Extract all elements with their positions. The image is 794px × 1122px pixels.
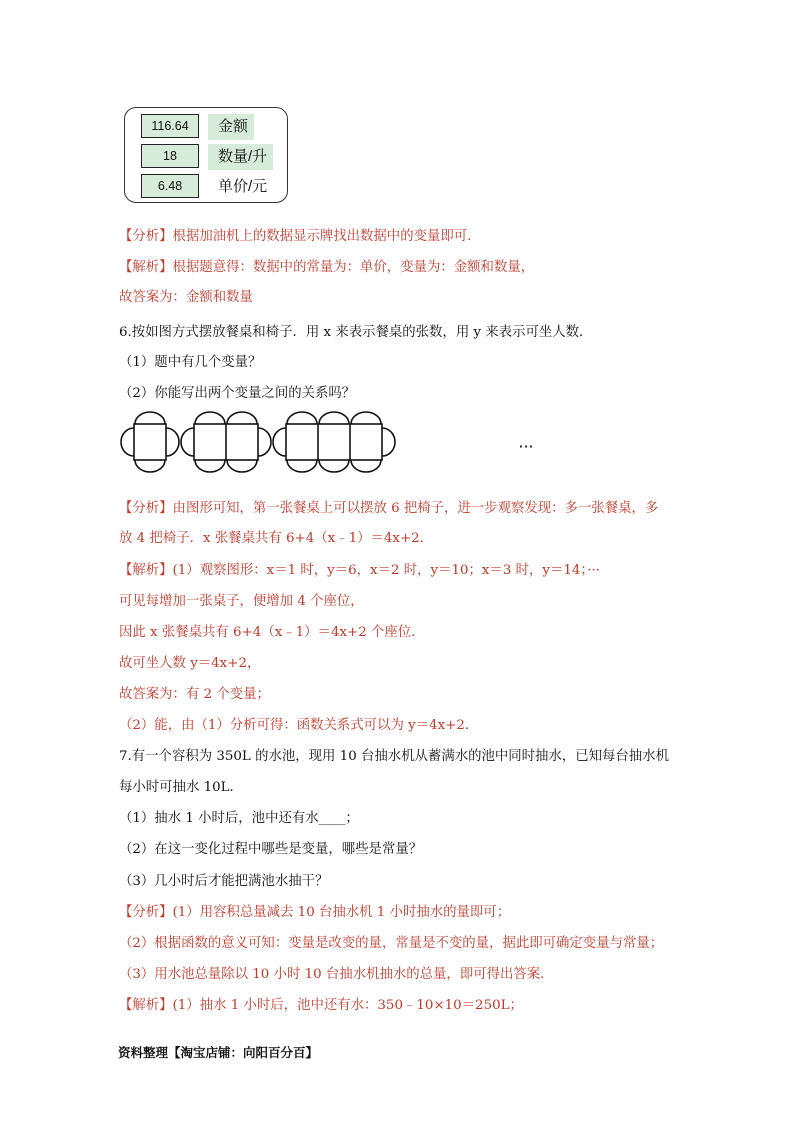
q6-sub1: （1）题中有几个变量？ [119, 355, 262, 370]
table-group-3 [286, 424, 382, 460]
q5-answer: 故答案为：金额和数量 [119, 290, 253, 305]
pump-quantity-value: 18 [141, 144, 199, 168]
chair-left [181, 428, 194, 456]
pump-amount-value: 116.64 [141, 114, 199, 138]
q7-analysis2: （2）根据函数的意义可知：变量是改变的量，常量是不变的量，据此即可确定变量与常量； [119, 936, 664, 951]
chair-bottom [227, 460, 257, 472]
q6-solution-line1: 【解析】(1）观察图形：x＝1 时，y＝6，x＝2 时，y＝10；x＝3 时，y＝14；··· [119, 563, 600, 578]
q7-stem-line1: 7.有一个容积为 350L 的水池，现用 10 台抽水机从蓄满水的池中同时抽水，已知每台抽水机 [119, 749, 669, 764]
q6-analysis-line2: 放 4 把椅子．x 张餐桌共有 6+4（x﹣1）＝4x+2． [119, 531, 434, 546]
pump-price-value: 6.48 [141, 174, 199, 198]
q6-solution-line6: （2）能，由（1）分析可得：函数关系式可以为 y＝4x+2． [119, 718, 479, 733]
q7-sub3: （3）几小时后才能把满池水抽干？ [119, 874, 329, 889]
chair-right [258, 428, 271, 456]
q5-analysis: 【分析】根据加油机上的数据显示牌找出数据中的变量即可. [119, 229, 472, 244]
chair-bottom [319, 460, 349, 472]
fuel-pump-display [124, 107, 288, 203]
pump-row-amount [141, 114, 287, 140]
q7-sub1: （1）抽水 1 小时后，池中还有水____； [119, 811, 359, 826]
pump-amount-label: 金额 [208, 114, 254, 140]
tables-and-chairs-figure [120, 410, 540, 474]
pump-price-label: 单价/元 [218, 178, 268, 195]
chair-left [273, 428, 286, 456]
q6-sub2: （2）你能写出两个变量之间的关系吗？ [119, 386, 356, 401]
pump-row-quantity [141, 144, 287, 170]
q7-analysis3: （3）用水池总量除以 10 小时 10 台抽水机抽水的总量，即可得出答案． [119, 967, 554, 982]
chair-bottom [287, 460, 317, 472]
chair-top [287, 412, 317, 424]
chair-bottom [135, 460, 165, 472]
pump-quantity-label: 数量/升 [208, 144, 273, 170]
chair-top [227, 412, 257, 424]
chair-left [121, 428, 134, 456]
q6-solution-line4: 故可坐人数 y＝4x+2， [119, 656, 261, 671]
q6-solution-line3: 因此 x 张餐桌共有 6+4（x﹣1）＝4x+2 个座位． [119, 625, 425, 640]
pump-row-price [141, 174, 287, 200]
q6-solution-line5: 故答案为：有 2 个变量； [119, 687, 270, 702]
q6-solution-line2: 可见每增加一张桌子，便增加 4 个座位， [119, 594, 364, 609]
q7-stem-line2: 每小时可抽水 10L． [119, 780, 243, 795]
q7-solution1: 【解析】(1）抽水 1 小时后，池中还有水：350﹣10×10＝250L； [119, 998, 523, 1013]
chair-bottom [351, 460, 381, 472]
chair-top [351, 412, 381, 424]
chair-right [382, 428, 395, 456]
q6-analysis-line1: 【分析】由图形可知，第一张餐桌上可以摆放 6 把椅子，进一步观察发现：多一张餐桌，多 [119, 501, 659, 516]
footer-source: 资料整理【淘宝店铺：向阳百分百】 [118, 1045, 319, 1060]
q5-solution: 【解析】根据题意得：数据中的常量为：单价，变量为：金额和数量， [119, 260, 535, 275]
q7-analysis1: 【分析】(1）用容积总量减去 10 台抽水机 1 小时抽水的量即可； [119, 905, 511, 920]
chair-top [195, 412, 225, 424]
chair-top [319, 412, 349, 424]
q6-stem: 6.按如图方式摆放餐桌和椅子．用 x 来表示餐桌的张数，用 y 来表示可坐人数． [119, 325, 593, 340]
chair-right [166, 428, 179, 456]
chair-top [135, 412, 165, 424]
chair-bottom [195, 460, 225, 472]
figure-ellipsis: ··· [518, 437, 534, 456]
q7-sub2: （2）在这一变化过程中哪些是变量，哪些是常量？ [119, 842, 423, 857]
table-group-1 [134, 424, 166, 460]
